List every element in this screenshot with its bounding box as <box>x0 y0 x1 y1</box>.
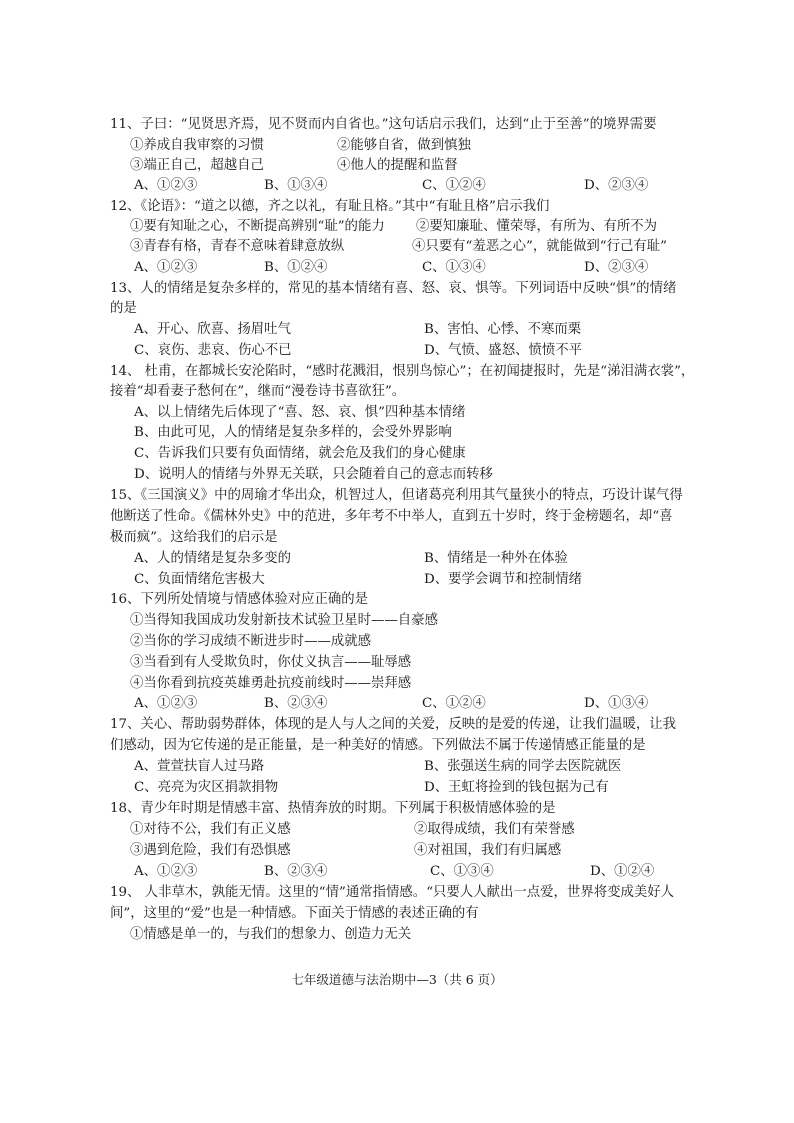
q15-option-d: D、要学会调节和控制情绪 <box>424 572 583 587</box>
q13-option-c: C、哀伤、悲哀、伤心不已 <box>134 343 292 358</box>
q19-item-1: ①情感是单一的，与我们的想象力、创造力无关 <box>130 927 412 942</box>
q13-option-d: D、气愤、盛怒、愤愤不平 <box>424 343 583 358</box>
q17-option-c: C、亮亮为灾区捐款捐物 <box>134 780 279 795</box>
q16-item-4: ④当你看到抗疫英雄勇赴抗疫前线时——崇拜感 <box>130 676 412 691</box>
q15-stem-line-2: 他断送了性命。《儒林外史》中的范进，多年考不中举人，直到五十岁时，终于金榜题名，却“喜 <box>110 509 673 524</box>
q13-stem-line-2: 的是 <box>110 301 137 316</box>
q13-option-b: B、害怕、心悸、不寒而栗 <box>424 322 582 337</box>
q17-option-d: D、王虹将捡到的钱包据为己有 <box>424 780 609 795</box>
q14-option-a: A、以上情绪先后体现了“喜、怒、哀、惧”四种基本情绪 <box>134 405 466 420</box>
q12-option-b: B、①②④ <box>264 260 328 275</box>
q17-stem-line-2: 们感动，因为它传递的是正能量，是一种美好的情感。下列做法不属于传递情感正能量的是 <box>110 738 646 753</box>
q18-option-a: A、①②③ <box>134 864 198 879</box>
q16-item-2: ②当你的学习成绩不断进步时——成就感 <box>130 634 372 649</box>
q16-stem: 16、下列所处情境与情感体验对应正确的是 <box>110 592 369 607</box>
q11-item-1: ①养成自我审察的习惯 <box>130 138 264 153</box>
q17-option-b: B、张强送生病的同学去医院就医 <box>424 759 622 774</box>
q18-item-2: ②取得成绩，我们有荣誉感 <box>414 822 575 837</box>
page-footer: 七年级道德与法治期中—3（共 6 页） <box>291 972 503 987</box>
q19-stem-line-2: 间”，这里的“爱”也是一种情感。下面关于情感的表述正确的有 <box>110 906 479 921</box>
q12-option-a: A、①②③ <box>134 260 198 275</box>
q18-item-1: ①对待不公，我们有正义感 <box>130 822 291 837</box>
q14-option-d: D、说明人的情绪与外界无关联，只会随着自己的意志而转移 <box>134 467 493 482</box>
q11-item-3: ③端正自己，超越自己 <box>130 158 264 173</box>
q16-option-d: D、①③④ <box>584 696 649 711</box>
q13-option-a: A、开心、欣喜、扬眉吐气 <box>134 322 291 337</box>
q18-option-c: C、①③④ <box>430 864 494 879</box>
q16-option-b: B、②③④ <box>264 696 328 711</box>
q11-option-b: B、①③④ <box>264 178 328 193</box>
q18-option-b: B、②③④ <box>264 864 328 879</box>
q12-option-d: D、②③④ <box>584 260 649 275</box>
q16-option-a: A、①②③ <box>134 696 198 711</box>
q18-option-d: D、①②④ <box>590 864 655 879</box>
q15-option-b: B、情绪是一种外在体验 <box>424 551 568 566</box>
q12-stem: 12、《论语》：“道之以德，齐之以礼，有耻且格。”其中“有耻且格”启示我们 <box>110 199 550 214</box>
q13-stem-line-1: 13、人的情绪是复杂多样的，常见的基本情绪有喜、怒、哀、惧等。下列词语中反映“惧”的情绪 <box>110 281 677 296</box>
q16-item-3: ③当看到有人受欺负时，你仗义执言——耻辱感 <box>130 655 412 670</box>
q11-option-c: C、①②④ <box>422 178 486 193</box>
q14-option-c: C、告诉我们只要有负面情绪，就会危及我们的身心健康 <box>134 446 466 461</box>
q12-option-c: C、①③④ <box>422 260 486 275</box>
q14-stem-line-2: 接着“却看妻子愁何在”，继而“漫卷诗书喜欲狂”。 <box>110 384 406 399</box>
q19-stem-line-1: 19、 人非草木，孰能无情。这里的“情”通常指情感。“只要人人献出一点爱，世界将变成美好人 <box>110 885 675 900</box>
q17-option-a: A、萱萱扶盲人过马路 <box>134 759 265 774</box>
q12-item-1: ①要有知耻之心，不断提高辨别“耻”的能力 <box>130 219 385 234</box>
q14-stem-line-1: 14、 杜甫，在都城长安沦陷时，“感时花溅泪，恨别鸟惊心”；在初闻捷报时，先是“涕泪满衣裳”， <box>110 364 695 379</box>
q18-item-4: ④对祖国，我们有归属感 <box>414 843 562 858</box>
q11-item-2: ②能够自省，做到慎独 <box>337 138 471 153</box>
q12-item-4: ④只要有“羞恶之心”，就能做到“行己有耻” <box>412 239 668 254</box>
q12-item-3: ③青春有格，青春不意味着肆意放纵 <box>130 239 345 254</box>
q15-option-a: A、人的情绪是复杂多变的 <box>134 551 291 566</box>
q12-item-2: ②要知廉耻、懂荣辱，有所为、有所不为 <box>416 219 658 234</box>
q14-option-b: B、由此可见，人的情绪是复杂多样的，会受外界影响 <box>134 425 452 440</box>
q18-stem: 18、青少年时期是情感丰富、热情奔放的时期。下列属于积极情感体验的是 <box>110 801 556 816</box>
q16-item-1: ①当得知我国成功发射新技术试验卫星时——自豪感 <box>130 613 438 628</box>
q15-stem-line-1: 15、《三国演义》中的周瑜才华出众，机智过人，但诸葛亮利用其气量狭小的特点，巧设计谋气得 <box>110 488 683 503</box>
q11-option-d: D、②③④ <box>584 178 649 193</box>
q11-option-a: A、①②③ <box>134 178 198 193</box>
q15-stem-line-3: 极而疯”。这给我们的启示是 <box>110 530 278 545</box>
q11-stem: 11、子曰：“见贤思齐焉，见不贤而内自省也。”这句话启示我们，达到“止于至善”的境界需要 <box>110 117 657 132</box>
q11-item-4: ④他人的提醒和监督 <box>337 158 458 173</box>
q15-option-c: C、负面情绪危害极大 <box>134 572 265 587</box>
q17-stem-line-1: 17、关心、帮助弱势群体，体现的是人与人之间的关爱，反映的是爱的传递，让我们温暖，让我 <box>110 717 677 732</box>
q16-option-c: C、①②④ <box>422 696 486 711</box>
q18-item-3: ③遇到危险，我们有恐惧感 <box>130 843 291 858</box>
